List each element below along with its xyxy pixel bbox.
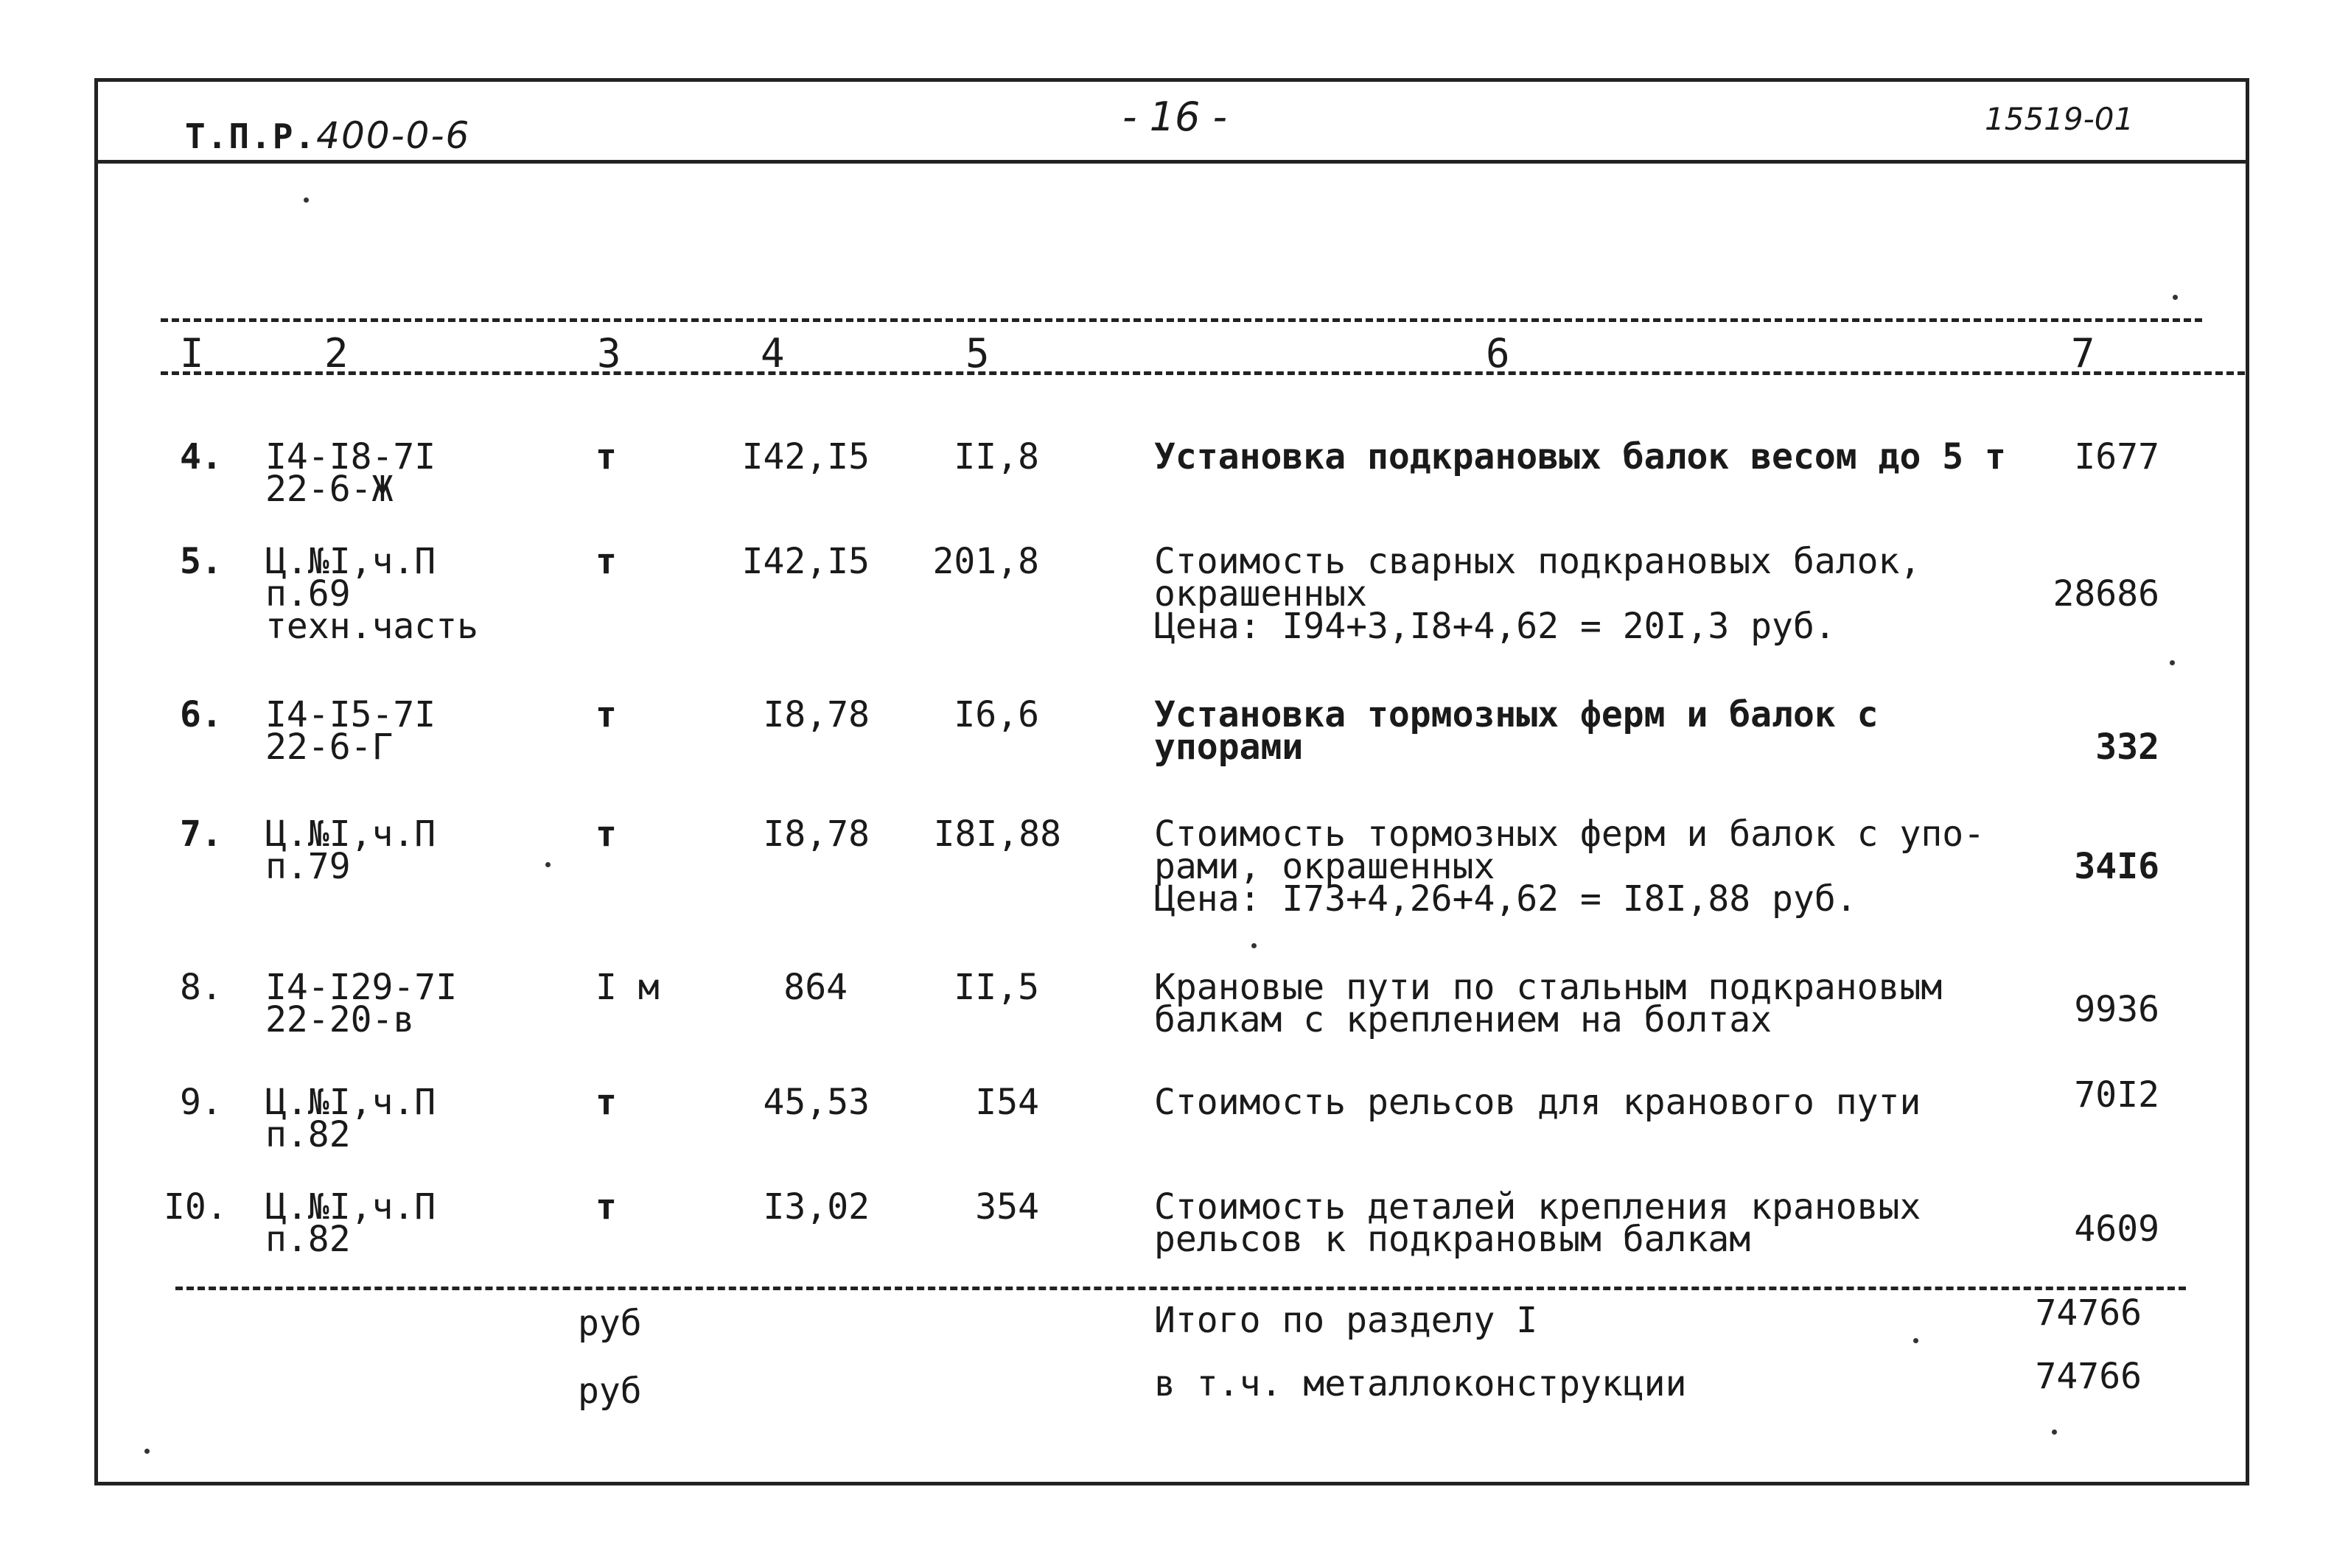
row-total: 70I2 <box>2074 1074 2159 1116</box>
row-total: 9936 <box>2074 989 2159 1030</box>
scan-speck <box>2170 660 2175 665</box>
scan-speck <box>545 862 551 867</box>
row-reference: I4-I29-7I 22-20-в <box>265 967 458 1040</box>
row-reference: I4-I8-7I 22-6-Ж <box>265 436 436 510</box>
row-reference: Ц.№I,ч.П п.82 <box>265 1186 436 1260</box>
row-description: Установка тормозных ферм и балок с упорами <box>1154 694 1879 768</box>
row-unit-price: I8I,88 <box>933 813 1061 855</box>
doc-code-typed: Т.П.Р. <box>185 116 317 156</box>
doc-code-handwritten: 400-0-6 <box>316 114 471 157</box>
header-row-rule <box>161 371 2245 375</box>
summary-label: в т.ч. металлоконструкции <box>1154 1363 1687 1404</box>
summary-label: Итого по разделу I <box>1154 1300 1538 1341</box>
row-quantity: I42,I5 <box>741 541 870 582</box>
row-unit: т <box>595 436 617 477</box>
row-description: Стоимость деталей крепления крановых рельсов к подкрановым балкам <box>1154 1186 1921 1260</box>
summary-rule <box>175 1287 2186 1290</box>
row-unit: I м <box>595 967 660 1008</box>
row-total: 4609 <box>2074 1208 2159 1250</box>
row-unit-price: 354 <box>975 1186 1039 1228</box>
column-number-4: 4 <box>761 330 785 377</box>
row-unit-price: II,5 <box>954 967 1039 1008</box>
row-number: 4. <box>180 436 223 477</box>
document-sheet <box>94 78 2249 1485</box>
row-unit-price: 201,8 <box>932 541 1039 582</box>
doc-code <box>185 114 470 157</box>
summary-value: 74766 <box>2035 1292 2142 1334</box>
row-unit: т <box>595 694 617 735</box>
row-total: 28686 <box>2053 573 2159 615</box>
row-description: Стоимость тормозных ферм и балок с упо- рами, окрашенных Цена: I73+4,26+4,62 = I8I,88 руб. <box>1154 813 1985 920</box>
row-unit: т <box>595 1082 617 1123</box>
column-number-3: 3 <box>597 330 621 377</box>
row-description: Стоимость сварных подкрановых балок, окрашенных Цена: I94+3,I8+4,62 = 20I,3 руб. <box>1154 541 1921 647</box>
row-number: I0. <box>164 1186 228 1228</box>
row-quantity: 864 <box>783 967 848 1008</box>
row-total: I677 <box>2074 436 2159 477</box>
row-unit-price: I6,6 <box>954 694 1039 735</box>
scan-speck <box>304 197 309 203</box>
row-number: 8. <box>180 967 223 1008</box>
row-unit: т <box>595 813 617 855</box>
column-number-2: 2 <box>324 330 349 377</box>
row-number: 9. <box>180 1082 223 1123</box>
row-reference: Ц.№I,ч.П п.79 <box>265 813 436 887</box>
summary-value: 74766 <box>2035 1356 2142 1397</box>
row-description: Крановые пути по стальным подкрановым балкам с креплением на болтах <box>1154 967 1943 1040</box>
row-quantity: I8,78 <box>763 813 870 855</box>
scan-speck <box>1251 943 1257 948</box>
doc-number: 15519-01 <box>1985 101 2134 137</box>
page-number: - 16 - <box>1122 94 1228 140</box>
row-quantity: I3,02 <box>763 1186 870 1228</box>
column-number-7: 7 <box>2071 330 2095 377</box>
row-description: Установка подкрановых балок весом до 5 т <box>1154 436 2006 477</box>
row-quantity: 45,53 <box>763 1082 870 1123</box>
header-divider <box>98 160 2246 164</box>
row-total: 332 <box>2095 727 2159 768</box>
row-total: 34I6 <box>2074 846 2159 887</box>
row-number: 6. <box>180 694 223 735</box>
row-unit-price: I54 <box>975 1082 1039 1123</box>
table-top-rule <box>161 318 2202 322</box>
row-unit-price: II,8 <box>954 436 1039 477</box>
row-number: 5. <box>180 541 223 582</box>
row-unit: т <box>595 541 617 582</box>
summary-unit: руб <box>578 1303 642 1344</box>
row-reference: I4-I5-7I 22-6-Г <box>265 694 436 768</box>
row-description: Стоимость рельсов для кранового пути <box>1154 1082 1921 1123</box>
row-reference: Ц.№I,ч.П п.69 техн.часть <box>265 541 478 647</box>
column-number-5: 5 <box>965 330 990 377</box>
row-unit: т <box>595 1186 617 1228</box>
row-quantity: I42,I5 <box>741 436 870 477</box>
scan-speck <box>2173 295 2178 300</box>
column-number-1: I <box>180 330 204 377</box>
summary-unit: руб <box>578 1371 642 1412</box>
column-number-6: 6 <box>1486 330 1510 377</box>
scan-speck <box>1913 1338 1918 1343</box>
scan-speck <box>2052 1429 2057 1435</box>
scan-speck <box>144 1449 150 1454</box>
row-reference: Ц.№I,ч.П п.82 <box>265 1082 436 1155</box>
row-quantity: I8,78 <box>763 694 870 735</box>
row-number: 7. <box>180 813 223 855</box>
